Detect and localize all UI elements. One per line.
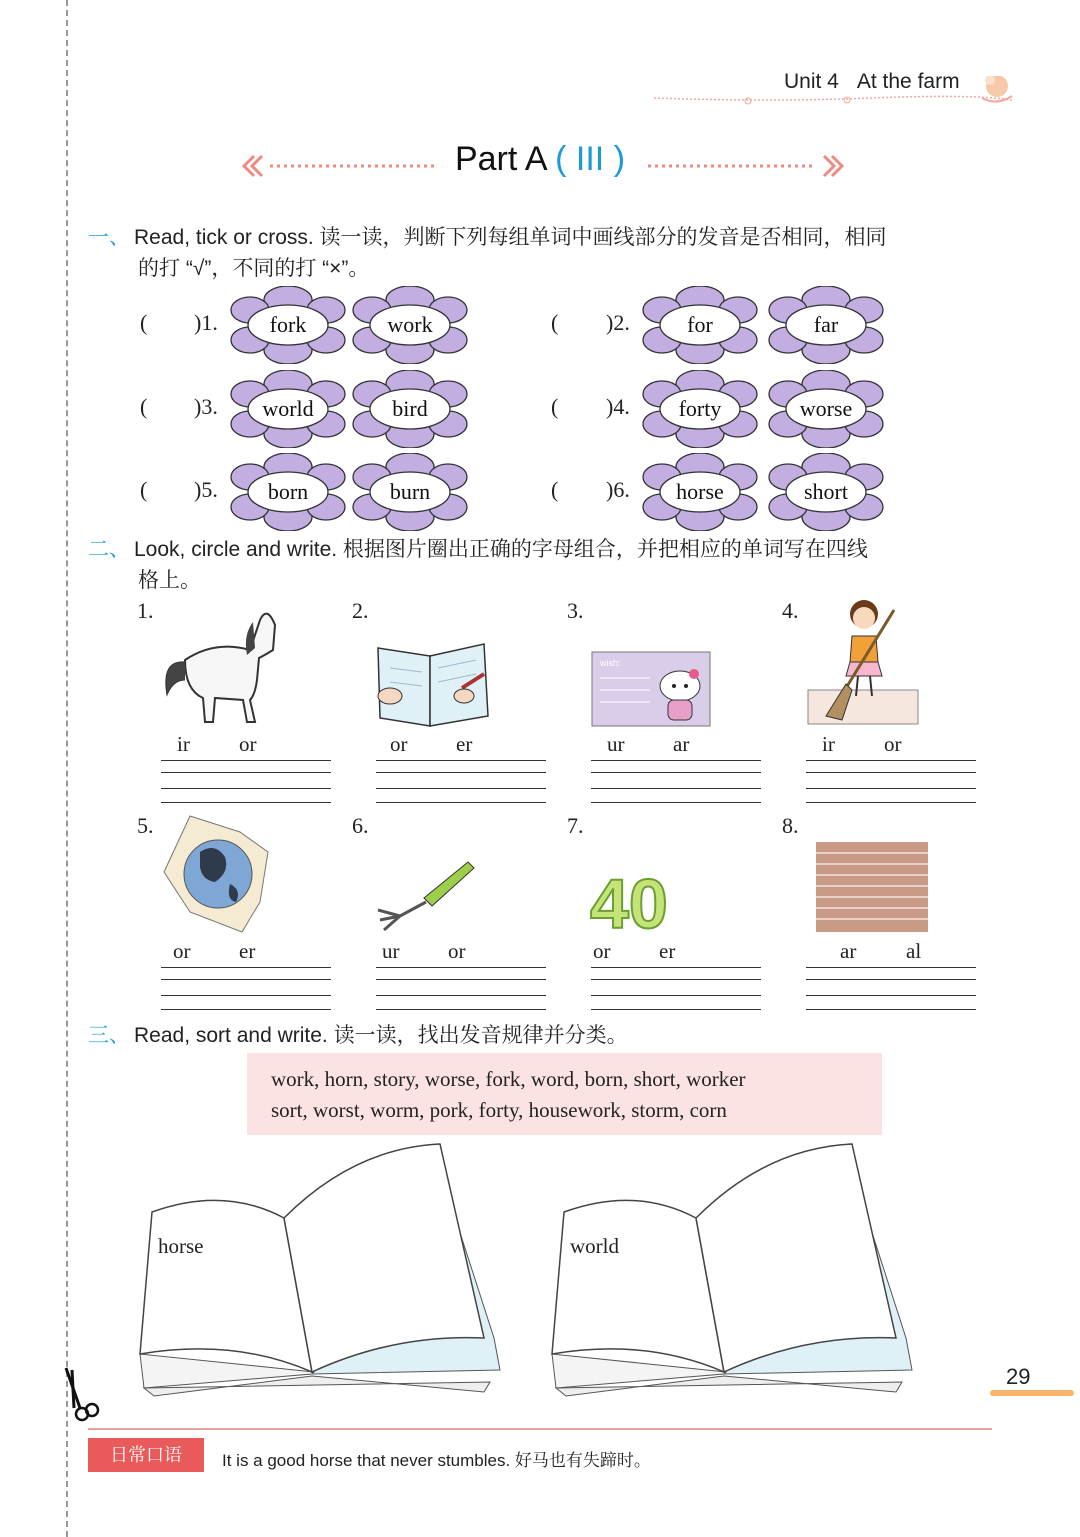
word-flower [352, 453, 468, 531]
page-number-bar [990, 1388, 1074, 1398]
section-2-heading [88, 534, 998, 596]
letter-option[interactable]: or [239, 732, 257, 756]
answer-paren-open[interactable]: ( [551, 477, 559, 502]
page-number: 29 [1006, 1364, 1031, 1389]
answer-paren-open[interactable]: ( [551, 310, 559, 335]
left-arrow-decoration [240, 152, 440, 180]
letter-option[interactable]: al [906, 939, 922, 963]
book-label-horse: horse [158, 1234, 204, 1258]
question-number: )1. [194, 310, 218, 335]
flower-word: born [267, 479, 309, 504]
four-line-writing-area[interactable] [591, 967, 761, 1009]
fork-picture [372, 854, 476, 934]
part-roman: ( III ) [555, 140, 626, 178]
picture-number: 2. [352, 598, 369, 623]
word-flower [768, 286, 884, 364]
answer-paren-open[interactable]: ( [140, 477, 148, 502]
world-map-picture [160, 812, 272, 934]
word-bank-line-2: sort, worst, worm, pork, forty, housework, storm, corn [271, 1098, 727, 1122]
picture-number: 8. [782, 813, 799, 838]
letter-option[interactable]: ar [840, 939, 857, 963]
flower-word: far [813, 312, 839, 337]
footer-divider [88, 1428, 992, 1430]
flower-word: burn [389, 479, 431, 504]
word-flower [230, 453, 346, 531]
question-number: )3. [194, 394, 218, 419]
word-flower [352, 370, 468, 448]
card-picture [590, 650, 712, 728]
four-line-writing-area[interactable] [376, 967, 546, 1009]
number-forty-picture [588, 866, 688, 936]
flower-word: bird [392, 396, 428, 421]
section-2-instruction: Look, circle and write. 根据图片圈出正确的字母组合，并把相应的单词写在四线 [134, 538, 868, 561]
part-label: Part A [454, 140, 546, 178]
word-flower [642, 453, 758, 531]
svg-text:40: 40 [590, 866, 668, 936]
answer-paren-open[interactable]: ( [551, 394, 559, 419]
letter-option[interactable]: er [659, 939, 676, 963]
four-line-writing-area[interactable] [591, 760, 761, 802]
picture-number: 5. [137, 813, 154, 838]
four-line-writing-area[interactable] [806, 967, 976, 1009]
flower-word: worse [799, 396, 853, 421]
notebook-picture [372, 638, 492, 730]
flower-word: short [804, 479, 848, 504]
section-2-instruction-2: 格上。 [138, 569, 201, 592]
letter-option[interactable]: or [173, 939, 191, 963]
picture-number: 6. [352, 813, 369, 838]
letter-option[interactable]: ur [607, 732, 625, 756]
question-number: )2. [606, 310, 630, 335]
four-line-writing-area[interactable] [376, 760, 546, 802]
header-decoration [652, 76, 1022, 110]
word-flower [352, 286, 468, 364]
word-flower [642, 286, 758, 364]
word-flower [230, 286, 346, 364]
question-number: )5. [194, 477, 218, 502]
section-1-instruction-2: 的打 “√”，不同的打 “×”。 [138, 257, 370, 280]
section-1-number: 一、 [88, 226, 130, 249]
letter-option[interactable]: or [390, 732, 408, 756]
unit-title: At the farm [856, 70, 960, 93]
scissors-icon [58, 1366, 102, 1428]
letter-option[interactable]: ur [382, 939, 400, 963]
letter-option[interactable]: or [448, 939, 466, 963]
picture-number: 7. [567, 813, 584, 838]
question-number: )4. [606, 394, 630, 419]
word-bank [247, 1053, 882, 1135]
answer-paren-open[interactable]: ( [140, 394, 148, 419]
book-label-world: world [570, 1234, 619, 1258]
flower-word: fork [269, 312, 307, 337]
open-book-left [134, 1138, 506, 1410]
letter-option[interactable]: or [593, 939, 611, 963]
word-bank-line-1: work, horn, story, worse, fork, word, born, short, worker [271, 1067, 746, 1091]
horse-picture [155, 600, 280, 728]
section-1-instruction: Read, tick or cross. 读一读，判断下列每组单词中画线部分的发音是否相同，相同 [134, 226, 887, 249]
word-flower [230, 370, 346, 448]
section-1-heading [88, 222, 998, 284]
cut-line [66, 0, 68, 1537]
picture-number: 4. [782, 598, 799, 623]
word-flower [642, 370, 758, 448]
section-3-instruction: Read, sort and write. 读一读，找出发音规律并分类。 [134, 1024, 628, 1047]
word-flower [768, 453, 884, 531]
right-arrow-decoration [646, 152, 846, 180]
footer-proverb: It is a good horse that never stumbles. 好马也有失蹄时。 [222, 1451, 651, 1470]
letter-option[interactable]: or [884, 732, 902, 756]
girl-sweeping-picture [806, 596, 922, 728]
footer-badge: 日常口语 [88, 1438, 204, 1472]
letter-option[interactable]: er [239, 939, 256, 963]
four-line-writing-area[interactable] [806, 760, 976, 802]
part-title [0, 140, 1080, 179]
four-line-writing-area[interactable] [161, 760, 331, 802]
flower-word: world [262, 396, 314, 421]
open-book-right [546, 1138, 918, 1410]
word-flower [768, 370, 884, 448]
flower-word: for [687, 312, 713, 337]
letter-option[interactable]: ir [177, 732, 190, 756]
section-3-number: 三、 [88, 1024, 130, 1047]
section-3-heading [88, 1020, 998, 1051]
letter-option[interactable]: er [456, 732, 473, 756]
picture-number: 1. [137, 598, 154, 623]
four-line-writing-area[interactable] [161, 967, 331, 1009]
brick-wall-picture [816, 842, 928, 932]
picture-number: 3. [567, 598, 584, 623]
letter-option[interactable]: ar [673, 732, 690, 756]
unit-number: Unit 4 [784, 70, 839, 93]
flower-word: work [387, 312, 433, 337]
section-2-number: 二、 [88, 538, 130, 561]
letter-option[interactable]: ir [822, 732, 835, 756]
question-number: )6. [606, 477, 630, 502]
answer-paren-open[interactable]: ( [140, 310, 148, 335]
flower-word: horse [676, 479, 724, 504]
flower-word: forty [678, 396, 722, 421]
card-wish-text: wish: [600, 658, 621, 668]
